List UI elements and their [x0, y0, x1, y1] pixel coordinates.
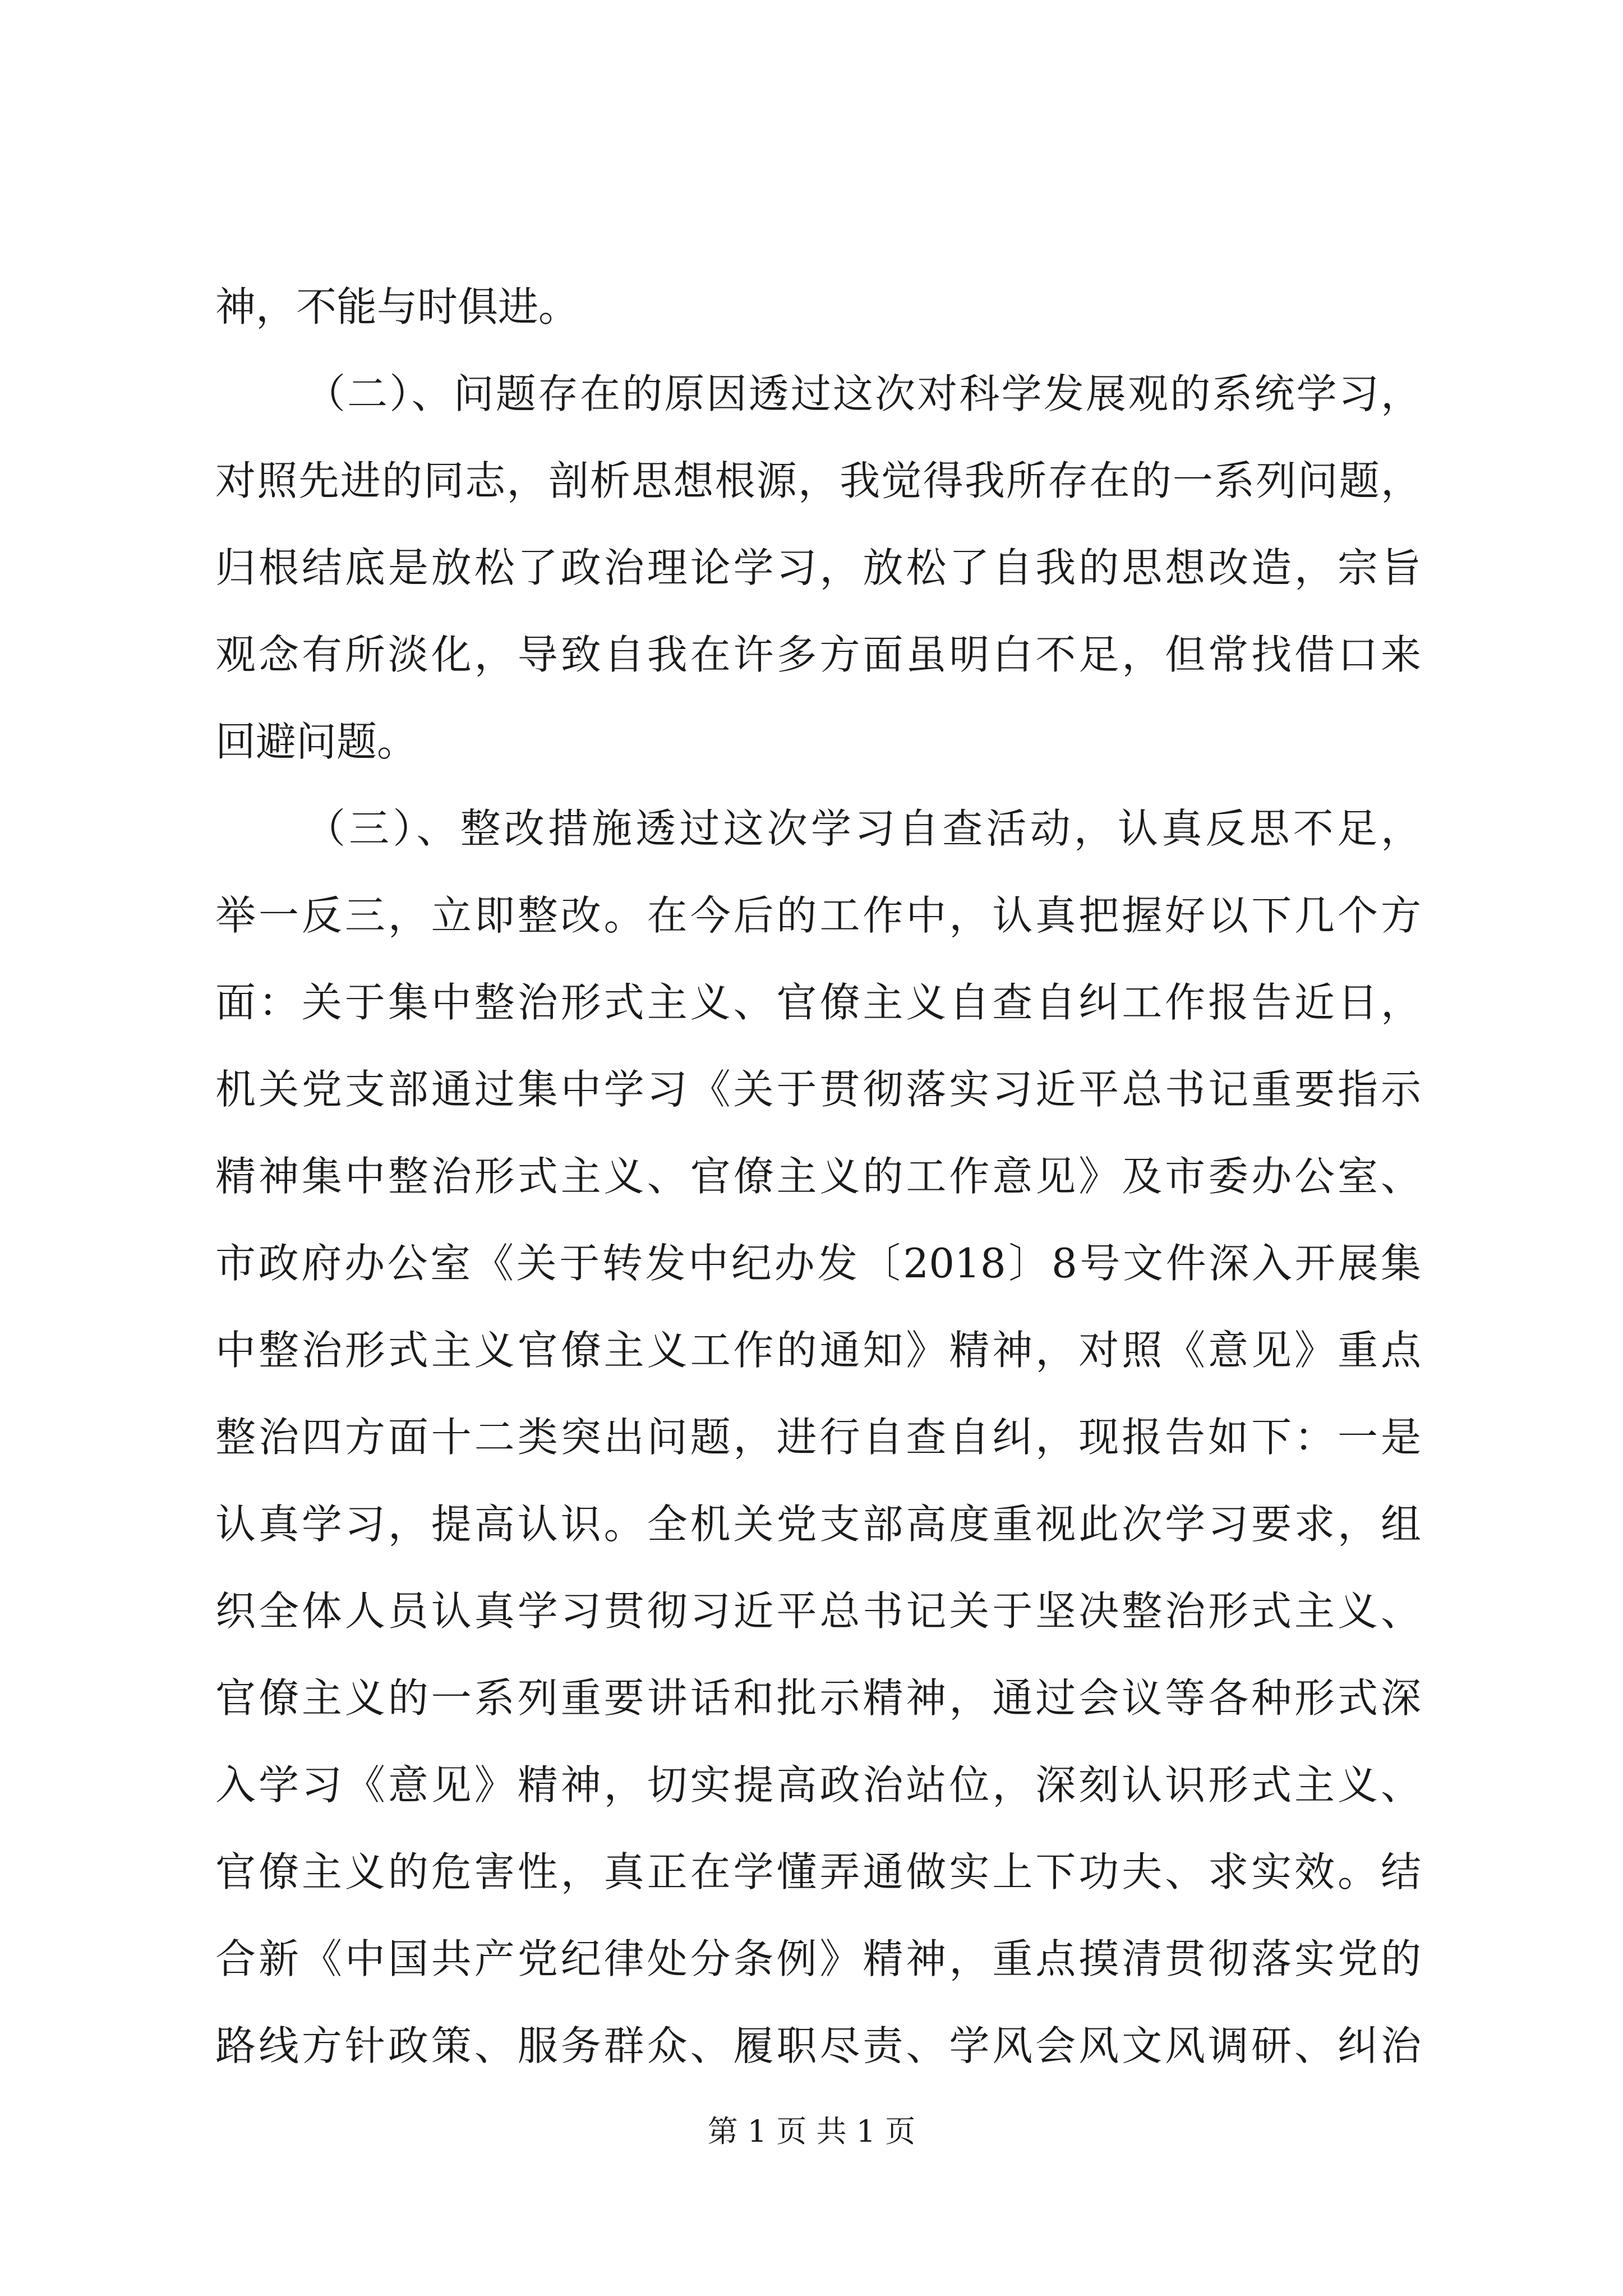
text-line: 路线方针政策、服务群众、履职尽责、学风会风文风调研、纠治 — [215, 2022, 1421, 2069]
text-line: 合新《中国共产党纪律处分条例》精神，重点摸清贯彻落实党的 — [215, 1935, 1421, 1982]
text-line: 举一反三，立即整改。在今后的工作中，认真把握好以下几个方 — [215, 892, 1421, 939]
text-line: 神，不能与时俱进。 — [215, 283, 579, 330]
text-line: 对照先进的同志，剖析思想根源，我觉得我所存在的一系列问题， — [215, 457, 1421, 504]
text-line: 官僚主义的一系列重要讲话和批示精神，通过会议等各种形式深 — [215, 1674, 1421, 1722]
text-line: 精神集中整治形式主义、官僚主义的工作意见》及市委办公室、 — [215, 1153, 1421, 1200]
text-line: 认真学习，提高认识。全机关党支部高度重视此次学习要求，组 — [215, 1501, 1421, 1548]
text-line: （三）、整改措施透过这次学习自查活动，认真反思不足， — [305, 805, 1421, 852]
text-line: 面：关于集中整治形式主义、官僚主义自查自纠工作报告近日， — [215, 979, 1421, 1026]
text-line: 回避问题。 — [215, 718, 418, 765]
text-line: 机关党支部通过集中学习《关于贯彻落实习近平总书记重要指示 — [215, 1066, 1421, 1113]
text-line: 市政府办公室《关于转发中纪办发〔2018〕8号文件深入开展集 — [215, 1240, 1421, 1287]
text-line: 织全体人员认真学习贯彻习近平总书记关于坚决整治形式主义、 — [215, 1588, 1421, 1635]
text-line: 中整治形式主义官僚主义工作的通知》精神，对照《意见》重点 — [215, 1327, 1421, 1374]
page-footer: 第 1 页 共 1 页 — [707, 2114, 916, 2149]
body-text — [215, 264, 1421, 2090]
text-line: （二）、问题存在的原因透过这次对科学发展观的系统学习， — [305, 370, 1421, 417]
text-line: 入学习《意见》精神，切实提高政治站位，深刻认识形式主义、 — [215, 1761, 1421, 1809]
text-line: 观念有所淡化，导致自我在许多方面虽明白不足，但常找借口来 — [215, 631, 1421, 678]
text-line: 官僚主义的危害性，真正在学懂弄通做实上下功夫、求实效。结 — [215, 1848, 1421, 1895]
text-line: 归根结底是放松了政治理论学习，放松了自我的思想改造，宗旨 — [215, 544, 1421, 591]
text-line: 整治四方面十二类突出问题，进行自查自纠，现报告如下：一是 — [215, 1414, 1421, 1461]
